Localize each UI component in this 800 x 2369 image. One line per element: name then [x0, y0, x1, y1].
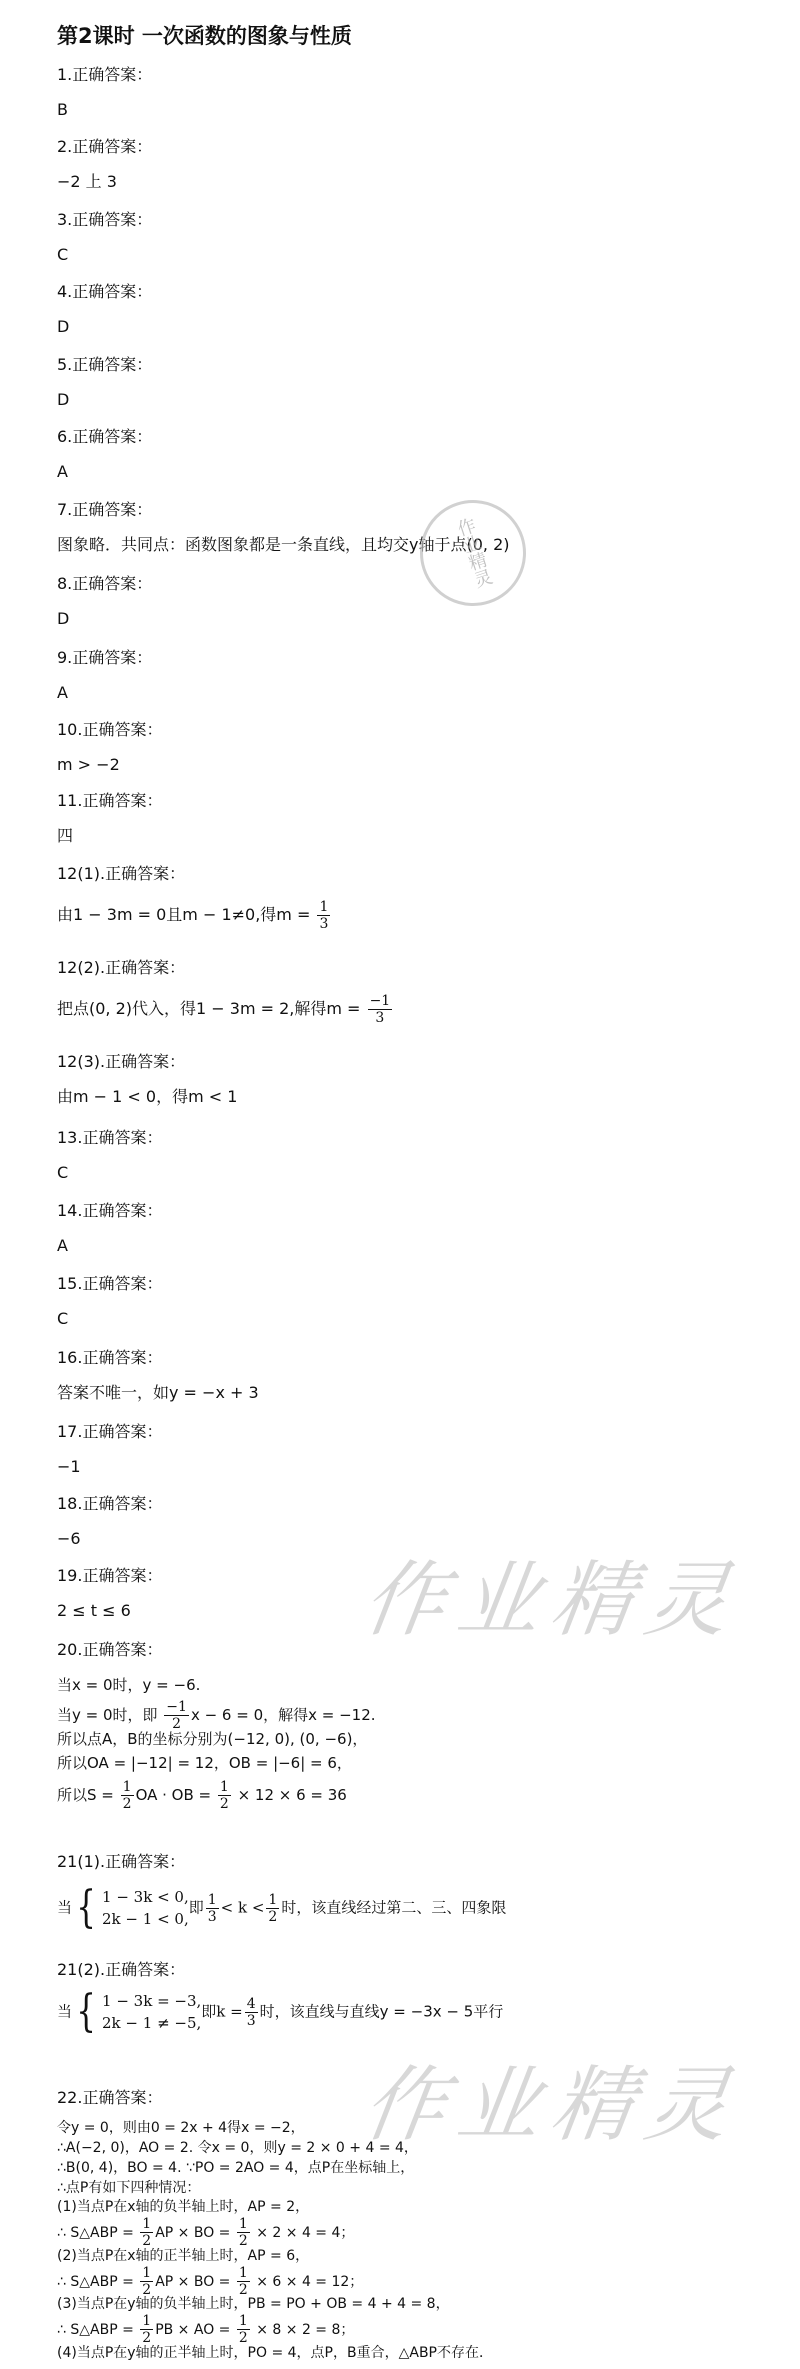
answer-value: −1 [57, 1457, 81, 1476]
answer-heading: 正确答案： [105, 1960, 186, 1979]
solution-line [57, 1779, 347, 1812]
answer-heading: 正确答案： [105, 864, 186, 883]
question-number: 12(3). [57, 1052, 106, 1071]
answer-text [57, 1236, 68, 1256]
answer-heading: 正确答案： [82, 1494, 163, 1513]
question-label [57, 1640, 162, 1660]
question-label [57, 2088, 162, 2108]
question-label [57, 500, 152, 520]
solution-text: 所以S = $\frac{1}{2}$ OA · OB = $\frac{1}{2}$ × 12 × 6 = 36 [57, 1779, 347, 1812]
question-number: 3. [57, 210, 73, 229]
answer-heading: 正确答案： [105, 1052, 186, 1071]
fraction [206, 1892, 219, 1925]
denominator: 2 [142, 2233, 152, 2249]
answer-heading: 正确答案： [82, 1128, 163, 1147]
denominator: 2 [238, 2330, 248, 2346]
numerator: 1 [238, 2216, 248, 2232]
answer-value: 2 ≤ t ≤ 6 [57, 1601, 131, 1620]
question-label [57, 1566, 162, 1586]
question-label [57, 1960, 185, 1980]
solution-line [57, 1675, 200, 1695]
question-label [57, 427, 152, 447]
numerator: 1 [142, 2265, 152, 2281]
solution-line [57, 2197, 309, 2217]
question-label [57, 648, 152, 668]
answer-heading: 正确答案： [82, 1274, 163, 1293]
question-number: 9. [57, 648, 73, 667]
answer-heading: 正确答案： [105, 958, 186, 977]
answer-heading: 正确答案： [105, 1852, 186, 1871]
question-label [57, 1201, 162, 1221]
question-number: 8. [57, 574, 73, 593]
question-label [57, 355, 152, 375]
denominator: 2 [268, 1908, 278, 1925]
denominator: 2 [142, 2330, 152, 2346]
solution-text: ∴ S△ABP = $\frac{1}{2}$ PB × AO = $\frac{1}{2}$ × 8 × 2 = 8； [57, 2313, 355, 2346]
numerator: 1 [238, 2313, 248, 2329]
answer-value: 由1 − 3m = 0且m − 1≠0,得m = $\frac{1}{3}$ [57, 899, 329, 932]
question-number: 20. [57, 1640, 83, 1659]
answer-text [57, 317, 69, 337]
equation-system [72, 1882, 189, 1933]
answer-heading: 正确答案： [72, 210, 153, 229]
solution-prefix: 当 [57, 1898, 73, 1917]
question-label [57, 1274, 162, 1294]
question-number: 10. [57, 720, 83, 739]
solution-text: 令y = 0，则由0 = 2x + 4得x = −2， [57, 2120, 305, 2136]
answer-value: C [57, 1163, 69, 1182]
answer-heading: 正确答案： [82, 1566, 163, 1585]
answer-value: 图象略．共同点：函数图象都是一条直线，且均交y轴于点(0, 2) [57, 535, 510, 554]
denominator: 3 [207, 1908, 217, 1925]
solution-line [57, 1729, 367, 1749]
watermark-seal: 作业精灵 [406, 486, 540, 620]
solution-line [57, 2343, 493, 2363]
question-label [57, 1852, 185, 1872]
question-number: 12(2). [57, 958, 106, 977]
solution-line [57, 2178, 200, 2198]
answer-text [57, 1087, 237, 1107]
question-number: 17. [57, 1422, 83, 1441]
solution-text: ∴B(0, 4)，BO = 4. ∵PO = 2AO = 4，点P在坐标轴上， [57, 2160, 415, 2176]
question-number: 13. [57, 1128, 83, 1147]
solution-line [57, 2118, 305, 2138]
question-number: 12(1). [57, 864, 106, 883]
answer-heading: 正确答案： [82, 720, 163, 739]
inequality: < k < [220, 1898, 265, 1917]
answer-text [57, 899, 332, 932]
question-label [57, 1128, 162, 1148]
solution-system [57, 1882, 507, 1933]
solution-text: 所以OA = |−12| = 12，OB = |−6| = 6， [57, 1754, 352, 1772]
answer-value: A [57, 462, 68, 481]
fraction [266, 1892, 279, 1925]
answer-heading: 正确答案： [72, 355, 153, 374]
solution-line [57, 2246, 309, 2266]
denominator: 2 [172, 1716, 182, 1732]
answer-text [57, 1163, 68, 1183]
answer-value: D [57, 609, 70, 628]
answer-value: A [57, 1236, 68, 1255]
answer-value: −2 上 3 [57, 172, 117, 191]
question-label [57, 574, 152, 594]
question-label [57, 1422, 162, 1442]
numerator: 1 [219, 1779, 229, 1795]
answer-heading: 正确答案： [82, 791, 163, 810]
answer-text [57, 1383, 259, 1403]
solution-text: 当x = 0时，y = −6. [57, 1676, 201, 1694]
answer-value: −6 [57, 1529, 81, 1548]
solution-text: (4)当点P在y轴的正半轴上时，PO = 4，点P，B重合，△ABP不存在． [57, 2345, 493, 2361]
question-label [57, 282, 152, 302]
answer-text [57, 1457, 81, 1477]
question-number: 14. [57, 1201, 83, 1220]
numerator: 1 [142, 2313, 152, 2329]
answer-value: B [57, 100, 68, 119]
question-number: 4. [57, 282, 73, 301]
question-label [57, 1494, 162, 1514]
answer-heading: 正确答案： [82, 1640, 163, 1659]
solution-prefix: 当 [57, 2002, 73, 2021]
answer-heading: 正确答案： [72, 65, 153, 84]
solution-text: ∴ S△ABP = $\frac{1}{2}$ AP × BO = $\frac{1}{2}$ × 2 × 4 = 4； [57, 2216, 355, 2249]
question-label [57, 720, 162, 740]
answer-value: C [57, 1309, 69, 1328]
answer-text [57, 390, 69, 410]
fraction [140, 2313, 153, 2346]
denominator: 3 [246, 2012, 256, 2029]
answer-text [57, 245, 68, 265]
question-number: 15. [57, 1274, 83, 1293]
solution-text: ∴ S△ABP = $\frac{1}{2}$ AP × BO = $\frac{1}{2}$ × 6 × 4 = 12； [57, 2265, 364, 2298]
answer-text [57, 683, 68, 703]
answer-value: 答案不唯一，如y = −x + 3 [57, 1383, 259, 1402]
fraction [237, 2313, 250, 2346]
numerator: −1 [166, 1699, 187, 1715]
page-title: 第2课时 一次函数的图象与性质 [57, 24, 352, 48]
system-row: 1 − 3k = −3, [102, 1992, 202, 2010]
answer-text [57, 462, 68, 482]
solution-tail: 时，该直线经过第二、三、四象限 [281, 1898, 507, 1917]
left-brace: { [76, 1986, 96, 2037]
denominator: 2 [238, 2233, 248, 2249]
answer-value: D [57, 390, 70, 409]
solution-line [57, 2158, 414, 2178]
numerator: 1 [319, 899, 329, 915]
numerator: 1 [207, 1891, 217, 1908]
solution-line [57, 1699, 376, 1732]
question-number: 6. [57, 427, 73, 446]
answer-heading: 正确答案： [72, 137, 153, 156]
system-rows [102, 1886, 189, 1930]
answer-text [57, 172, 117, 192]
solution-mid: 即 [201, 2002, 217, 2021]
question-number: 22. [57, 2088, 83, 2107]
fraction [140, 2216, 153, 2249]
answer-text [57, 755, 120, 775]
numerator: 4 [246, 1995, 256, 2012]
question-label [57, 791, 162, 811]
watermark-text-2: 作业精灵 [357, 2058, 747, 2153]
answer-text [57, 993, 394, 1026]
system-rows [102, 1990, 201, 2034]
answer-value: 四 [57, 826, 74, 845]
solution-text: ∴A(−2, 0)，AO = 2. 令x = 0，则y = 2 × 0 + 4 = 4， [57, 2140, 418, 2156]
question-number: 7. [57, 500, 73, 519]
solution-system [57, 1986, 504, 2037]
fraction [245, 1996, 258, 2029]
denominator: 3 [375, 1010, 385, 1026]
k-equals: k = [216, 2002, 243, 2021]
question-number: 2. [57, 137, 73, 156]
fraction [121, 1779, 134, 1812]
answer-heading: 正确答案： [82, 2088, 163, 2107]
denominator: 2 [238, 2282, 248, 2298]
fraction [237, 2216, 250, 2249]
question-number: 18. [57, 1494, 83, 1513]
answer-heading: 正确答案： [82, 1348, 163, 1367]
answer-heading: 正确答案： [72, 282, 153, 301]
question-label [57, 137, 152, 157]
answer-heading: 正确答案： [82, 1201, 163, 1220]
answer-text [57, 826, 73, 846]
question-number: 19. [57, 1566, 83, 1585]
question-label [57, 1052, 185, 1072]
fraction [218, 1779, 231, 1812]
answer-text [57, 100, 68, 120]
solution-text: (3)当点P在y轴的负半轴上时，PB = PO + OB = 4 + 4 = 8， [57, 2296, 450, 2312]
answer-text [57, 609, 69, 629]
solution-text: (2)当点P在x轴的正半轴上时，AP = 6， [57, 2248, 310, 2264]
denominator: 2 [219, 1796, 229, 1812]
denominator: 2 [142, 2282, 152, 2298]
question-label [57, 864, 185, 884]
question-label [57, 210, 152, 230]
answer-value: 由m − 1 < 0，得m < 1 [57, 1087, 238, 1106]
answer-value: 把点(0, 2)代入，得1 − 3m = 2,解得m = $\frac{-1}{3}$ [57, 993, 391, 1026]
question-label [57, 1348, 162, 1368]
system-row: 2k − 1 < 0, [102, 1910, 189, 1928]
answer-heading: 正确答案： [82, 1422, 163, 1441]
system-row: 1 − 3k < 0, [102, 1888, 189, 1906]
watermark-text: 作业精灵 [357, 1553, 747, 1648]
answer-heading: 正确答案： [72, 500, 153, 519]
denominator: 2 [122, 1796, 132, 1812]
numerator: 1 [238, 2265, 248, 2281]
solution-text: ∴点P有如下四种情况： [57, 2180, 201, 2196]
system-row: 2k − 1 ≠ −5, [102, 2014, 202, 2032]
numerator: 1 [142, 2216, 152, 2232]
solution-line [57, 2216, 354, 2249]
solution-tail: 时，该直线与直线y = −3x − 5平行 [259, 2002, 504, 2021]
fraction [368, 993, 393, 1026]
question-number: 21(1). [57, 1852, 106, 1871]
left-brace: { [76, 1882, 96, 1933]
solution-text: 当y = 0时，即 $\frac{-1}{2}$ x − 6 = 0，解得x = −12. [57, 1699, 376, 1732]
answer-text [57, 1601, 131, 1621]
answer-heading: 正确答案： [72, 427, 153, 446]
solution-text: (1)当点P在x轴的负半轴上时，AP = 2， [57, 2199, 310, 2215]
question-number: 1. [57, 65, 73, 84]
numerator: 1 [268, 1891, 278, 1908]
solution-text: 所以点A，B的坐标分别为(−12, 0), (0, −6)， [57, 1730, 368, 1748]
equation-system [72, 1986, 202, 2037]
solution-line [57, 2313, 354, 2346]
solution-line [57, 1753, 352, 1773]
question-number: 21(2). [57, 1960, 106, 1979]
answer-text [57, 1529, 81, 1549]
denominator: 3 [319, 916, 329, 932]
answer-value: m > −2 [57, 755, 120, 774]
question-label [57, 65, 152, 85]
numerator: 1 [122, 1779, 132, 1795]
answer-heading: 正确答案： [72, 574, 153, 593]
question-number: 5. [57, 355, 73, 374]
answer-value: D [57, 317, 70, 336]
solution-line [57, 2294, 450, 2314]
fraction [164, 1699, 189, 1732]
fraction [317, 899, 330, 932]
question-label [57, 958, 185, 978]
answer-value: C [57, 245, 69, 264]
question-number: 11. [57, 791, 83, 810]
answer-heading: 正确答案： [72, 648, 153, 667]
question-number: 16. [57, 1348, 83, 1367]
answer-value: A [57, 683, 68, 702]
answer-text [57, 1309, 68, 1329]
numerator: −1 [369, 993, 391, 1009]
solution-mid: 即 [188, 1898, 204, 1917]
